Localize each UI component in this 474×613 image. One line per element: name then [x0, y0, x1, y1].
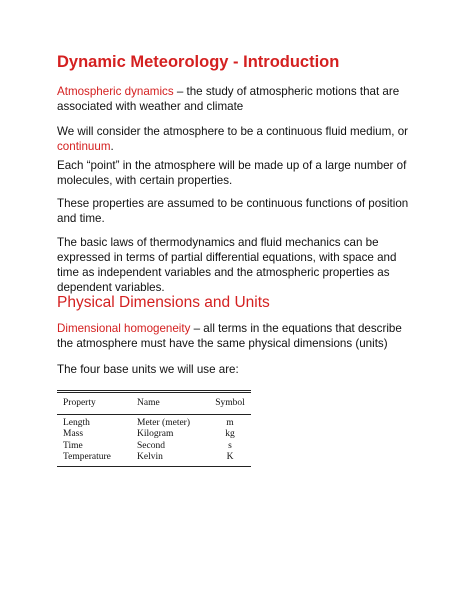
- table-cell-symbol: kg: [225, 429, 235, 439]
- table-cell-symbol: K: [226, 452, 234, 462]
- table-cell-name: Kelvin: [137, 452, 163, 462]
- table-cell-name: Kilogram: [137, 429, 174, 439]
- paragraph-basic-laws: The basic laws of thermodynamics and fluid mechanics can be expressed in terms of partial differential equations, with space and time as independent variables and the atmospheric properties as dependent variables.: [57, 236, 397, 294]
- continuum-lead-text: We will consider the atmosphere to be a continuous fluid medium, or: [57, 125, 408, 138]
- paragraph-continuum: [57, 124, 417, 154]
- continuum-trailing-text: .: [110, 140, 114, 153]
- table-header-property: Property: [63, 398, 96, 408]
- table-header-rule: [57, 414, 251, 415]
- table-bottom-rule: [57, 466, 251, 467]
- table-cell-property: Length: [63, 418, 90, 428]
- table-header-name: Name: [137, 398, 160, 408]
- page-title: Dynamic Meteorology - Introduction: [57, 53, 340, 71]
- paragraph-point: Each “point” in the atmosphere will be made up of a large number of molecules, with certain properties.: [57, 159, 407, 187]
- homogeneity-definition: – all terms in the equations that describe the atmosphere must have the same physical dimensions (units): [57, 322, 402, 350]
- table-cell-symbol: m: [226, 418, 234, 428]
- table-cell-property: Mass: [63, 429, 84, 439]
- paragraph-atmospheric-dynamics: [57, 84, 417, 114]
- table-cell-symbol: s: [228, 441, 232, 451]
- table-top-rule: [57, 390, 251, 391]
- paragraph-dimensional-homogeneity: [57, 321, 417, 351]
- term-atmospheric-dynamics: Atmospheric dynamics: [57, 85, 174, 98]
- definition-text: – the study of atmospheric motions that are associated with weather and climate: [57, 85, 400, 113]
- table-cell-property: Temperature: [63, 452, 111, 462]
- paragraph-properties: These properties are assumed to be continuous functions of position and time.: [57, 197, 409, 225]
- term-dimensional-homogeneity: Dimensional homogeneity: [57, 322, 191, 335]
- section-title-physical-dimensions: Physical Dimensions and Units: [57, 294, 270, 311]
- term-continuum: continuum: [57, 140, 111, 153]
- table-cell-name: Meter (meter): [137, 418, 191, 428]
- table-cell-name: Second: [137, 441, 165, 451]
- table-header-symbol: Symbol: [215, 398, 245, 408]
- paragraph-base-units-intro: The four base units we will use are:: [57, 363, 239, 376]
- table-top-rule-double: [57, 392, 251, 393]
- table-cell-property: Time: [63, 441, 83, 451]
